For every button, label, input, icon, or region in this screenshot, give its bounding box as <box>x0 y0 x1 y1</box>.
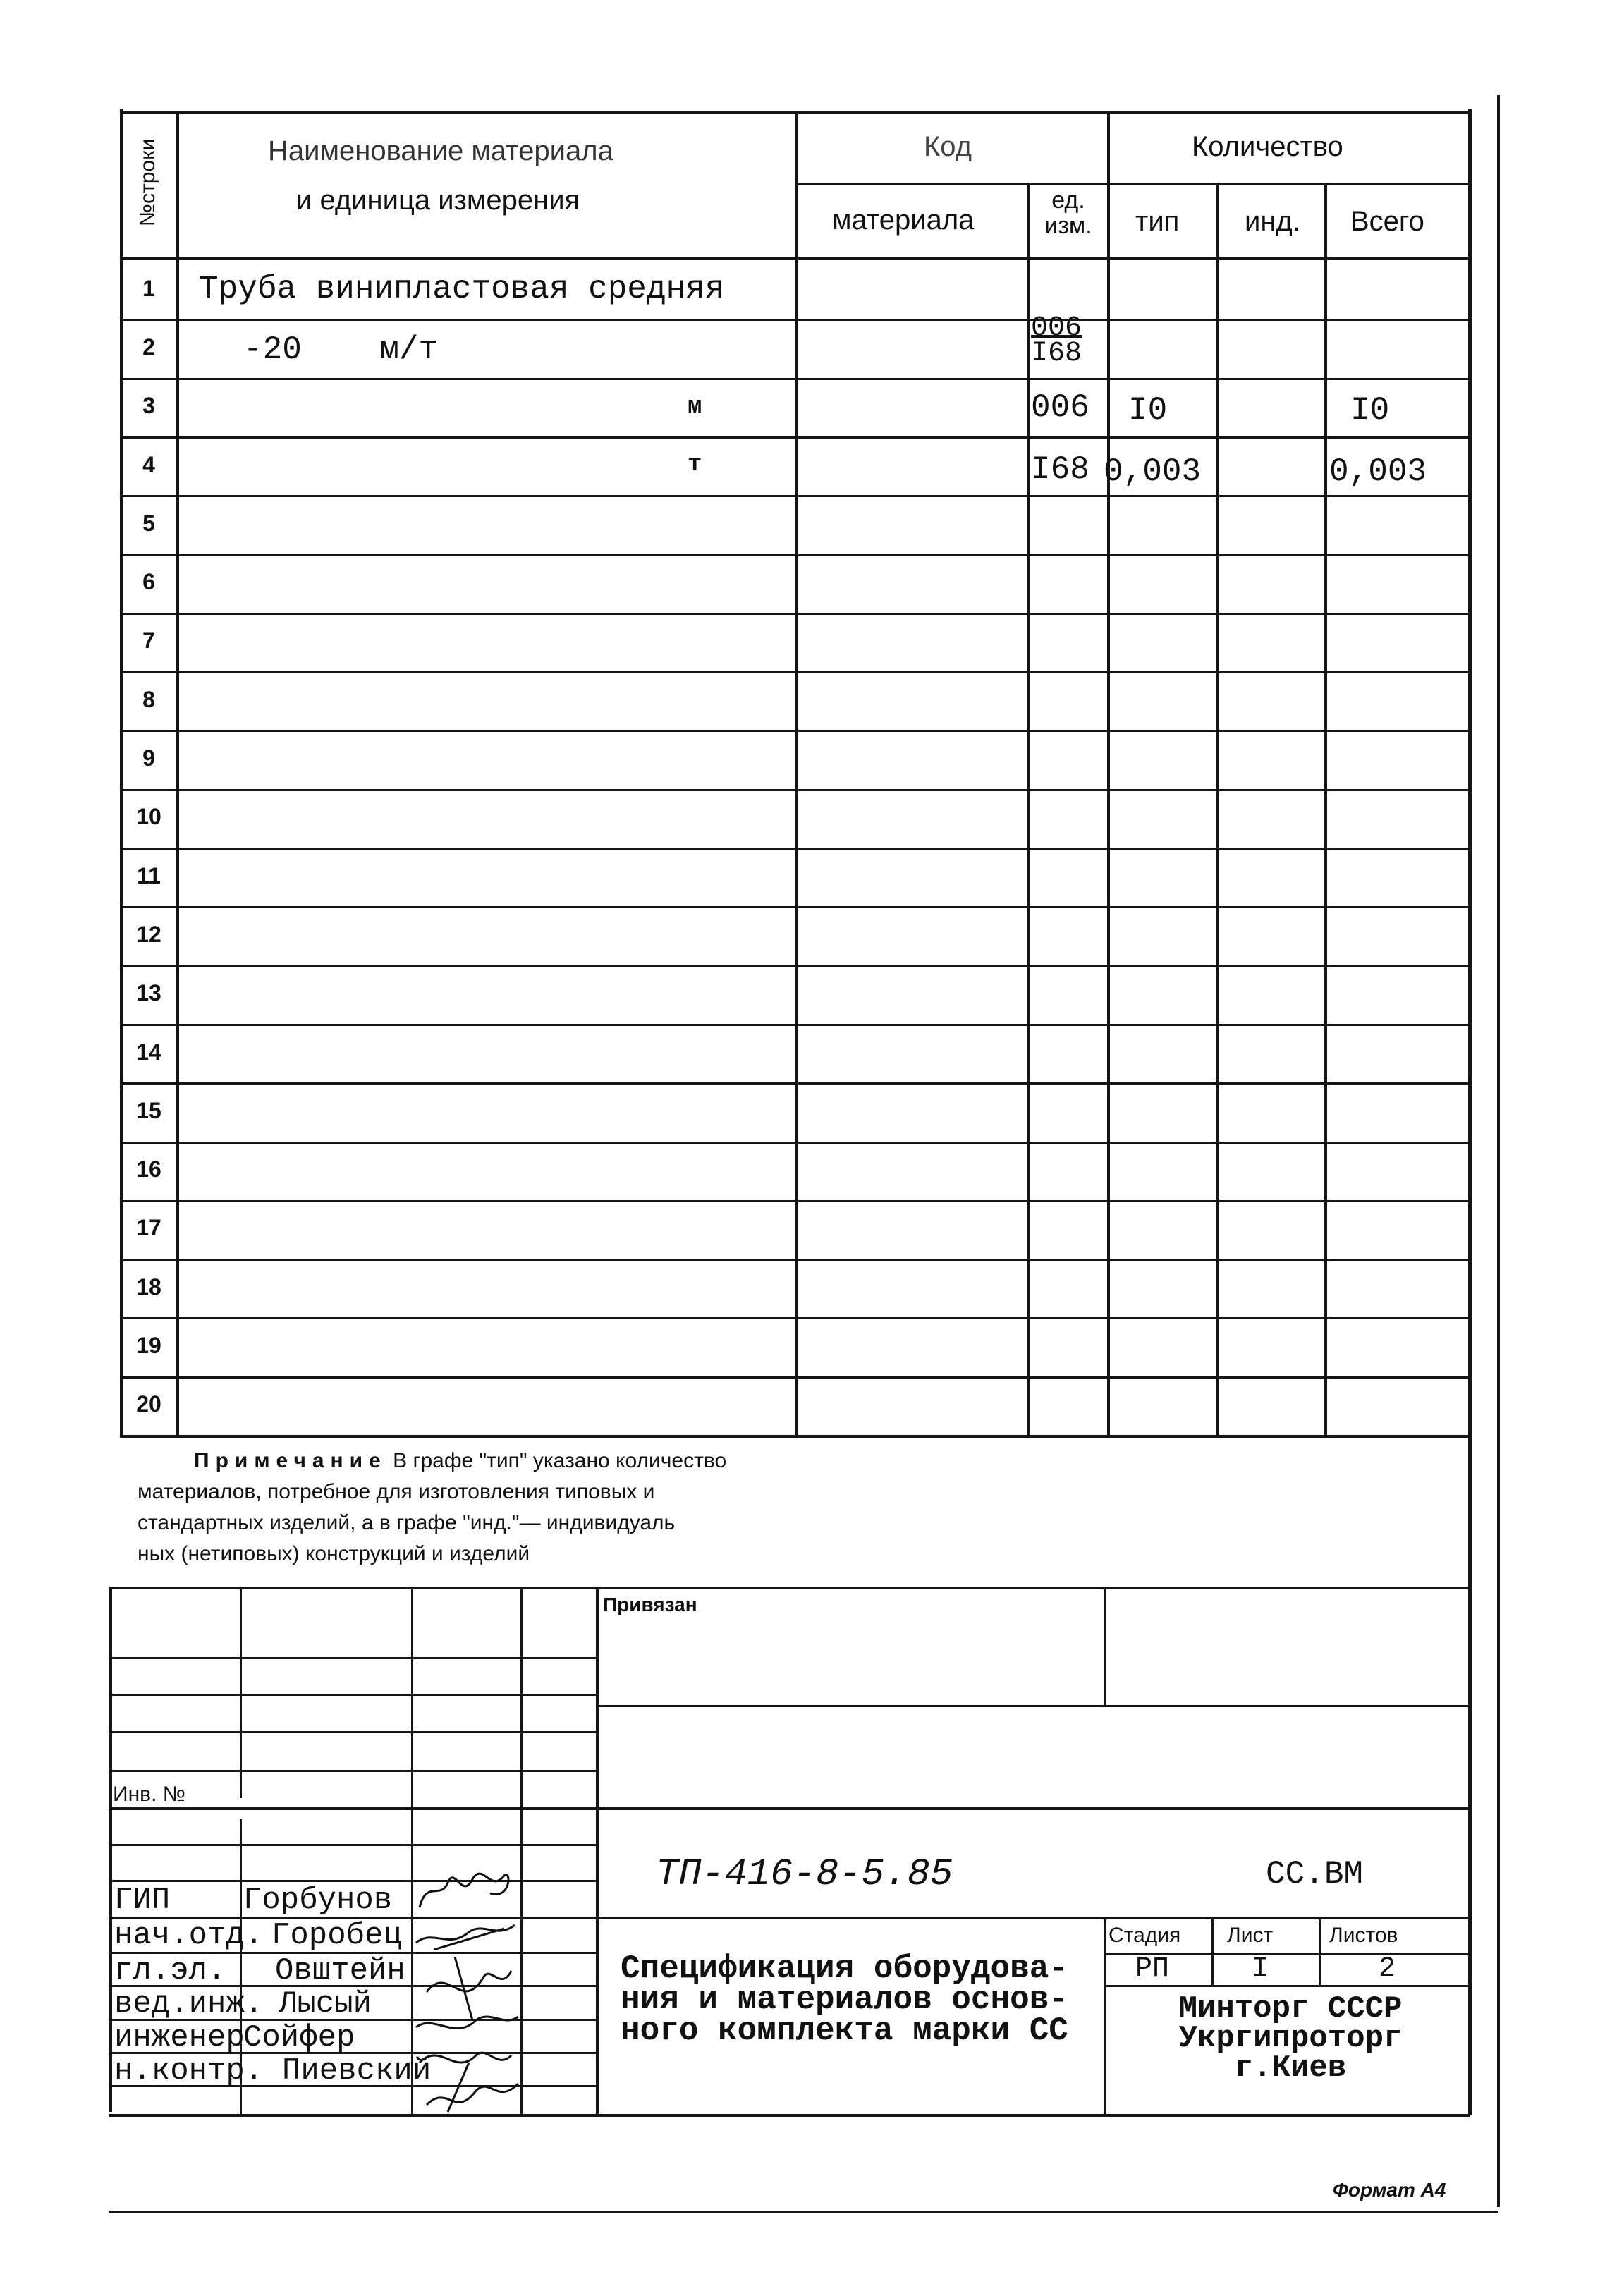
qty-total-header: Всего <box>1350 206 1424 237</box>
row-number: 13 <box>136 980 161 1006</box>
doc-title-line3: ного комплекта марки СС <box>621 2012 1068 2049</box>
org-line2: Укргипроторг <box>1178 2021 1403 2056</box>
sheets-value: 2 <box>1379 1953 1396 1985</box>
stage-value: РП <box>1135 1953 1170 1985</box>
person-role-2: гл.эл. <box>114 1953 226 1988</box>
doc-title-line1: Спецификация оборудова- <box>621 1950 1068 1987</box>
row-separator <box>120 495 1470 497</box>
signature-3 <box>416 2017 518 2029</box>
note-block <box>138 1446 1054 1570</box>
row-4-type: 0,003 <box>1104 453 1202 490</box>
row-number: 12 <box>136 922 161 947</box>
row-separator <box>120 1142 1470 1144</box>
row-separator <box>120 1200 1470 1202</box>
row-number: 11 <box>137 863 161 888</box>
rownum-header <box>120 113 176 257</box>
sheets-label: Листов <box>1329 1924 1398 1947</box>
sheet-value: I <box>1252 1953 1269 1985</box>
row-separator <box>120 671 1470 673</box>
rownum-header-label: №строки <box>136 138 159 227</box>
row-number: 1 <box>142 276 155 301</box>
signature-1 <box>416 1925 515 1950</box>
row-separator <box>120 613 1470 615</box>
code-unit-header-line1: ед. <box>1051 187 1085 214</box>
row-separator <box>120 319 1470 321</box>
doc-mark: СС.ВМ <box>1266 1856 1364 1893</box>
note-line3: стандартных изделий, а в графе "инд."— индивидуаль <box>138 1511 676 1534</box>
row-separator <box>120 1082 1470 1085</box>
signature-4 <box>420 2053 511 2063</box>
row-separator <box>120 1376 1470 1379</box>
row-number: 19 <box>136 1333 161 1358</box>
row-4-name: т <box>688 451 702 478</box>
code-unit-header <box>1030 188 1107 238</box>
row-number: 14 <box>136 1039 161 1065</box>
row-separator <box>120 1317 1470 1319</box>
note-line2: материалов, потребное для изготовления типовых и <box>138 1480 655 1503</box>
row-number: 7 <box>142 628 155 653</box>
code-group-header: Код <box>924 131 972 162</box>
note-label: Примечание <box>194 1449 387 1472</box>
person-role-4: инженер <box>114 2020 245 2055</box>
note-line4: ных (нетиповых) конструкций и изделий <box>138 1542 530 1565</box>
doc-title-line2: ния и материалов основ- <box>621 1981 1068 2018</box>
row-2-unit-code: 006 I68 <box>1031 312 1082 369</box>
code-material-header: материала <box>832 204 975 236</box>
row-4-unit-code: I68 <box>1031 451 1089 488</box>
stage-label: Стадия <box>1109 1924 1181 1947</box>
row-number: 15 <box>136 1098 161 1123</box>
row-1-name: Труба винипластовая средняя <box>199 271 725 307</box>
person-role-5: н.контр. <box>114 2053 264 2089</box>
row-separator <box>120 965 1470 967</box>
row-number: 6 <box>142 569 155 594</box>
inv-no-label: Инв. № <box>113 1783 185 1806</box>
row-2-name: -20 м/т <box>243 331 439 368</box>
qty-ind-header: инд. <box>1245 206 1300 237</box>
row-number: 16 <box>136 1156 161 1182</box>
row-separator <box>120 730 1470 732</box>
row-number: 5 <box>142 511 155 536</box>
org-block <box>1114 1991 1467 2086</box>
row-number: 2 <box>142 334 155 360</box>
sheet-label: Лист <box>1227 1924 1274 1947</box>
row-separator <box>120 906 1470 908</box>
format-label: Формат А4 <box>1333 2179 1446 2201</box>
row-number: 3 <box>142 393 155 418</box>
row-number: 9 <box>142 745 155 771</box>
row-separator <box>120 789 1470 791</box>
signature-0 <box>420 1874 508 1907</box>
person-role-0: ГИП <box>114 1883 171 1918</box>
signature-2 <box>427 1957 511 2020</box>
row-3-unit-code: 006 <box>1031 389 1089 426</box>
person-role-1: нач.отд. <box>114 1918 264 1953</box>
person-name-5: Пиевский <box>282 2053 432 2089</box>
doc-title <box>621 1950 1068 2049</box>
row-separator <box>120 378 1470 380</box>
person-name-1: Горобец <box>271 1918 402 1953</box>
person-name-4: Сойфер <box>243 2020 355 2055</box>
qty-type-header: тип <box>1135 206 1180 237</box>
code-unit-header-line2: изм. <box>1044 212 1092 239</box>
note-line1: В графе "тип" указано количество <box>393 1449 727 1472</box>
signature-5 <box>427 2063 518 2112</box>
qty-group-header: Количество <box>1192 131 1343 162</box>
row-number: 20 <box>136 1391 161 1417</box>
doc-code: ТП-416-8-5.85 <box>656 1853 953 1896</box>
org-line1: Минторг СССР <box>1178 1991 1403 2027</box>
org-line3: г.Киев <box>1234 2051 1347 2086</box>
row-number: 18 <box>136 1274 161 1300</box>
row-number: 4 <box>142 452 155 477</box>
person-name-3: Лысый <box>279 1986 372 2022</box>
row-separator <box>120 848 1470 850</box>
row-separator <box>120 1259 1470 1261</box>
row-separator <box>120 1024 1470 1026</box>
person-role-3: вед.инж. <box>114 1986 264 2022</box>
row-3-total: I0 <box>1350 392 1390 429</box>
row-separator <box>120 436 1470 439</box>
row-3-type: I0 <box>1128 392 1168 429</box>
row-number: 17 <box>136 1215 161 1240</box>
privyazan-label: Привязан <box>603 1594 697 1615</box>
row-number: 8 <box>142 687 155 712</box>
row-number: 10 <box>136 804 161 829</box>
name-header-line1: Наименование материала <box>268 135 613 166</box>
person-name-2: Овштейн <box>275 1953 405 1988</box>
row-separator <box>120 554 1470 556</box>
signature-column <box>405 1851 532 2126</box>
person-name-0: Горбунов <box>243 1883 393 1918</box>
row-3-name: м <box>688 393 702 420</box>
row-4-total: 0,003 <box>1329 453 1427 490</box>
name-header-line2: и единица измерения <box>296 185 580 216</box>
